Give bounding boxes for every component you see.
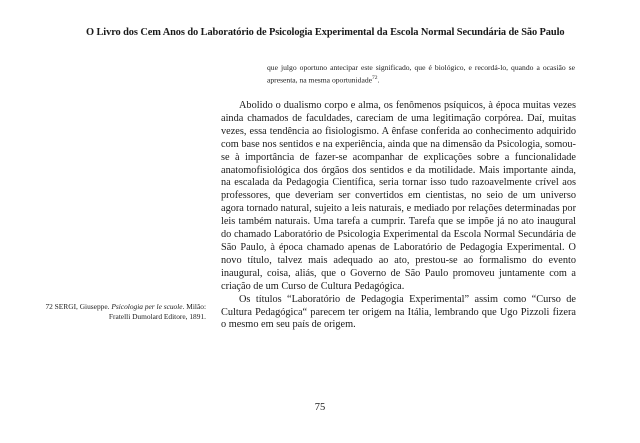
footnote-title: Psicologia per le scuole <box>111 302 183 311</box>
quote-text: que julgo oportuno antecipar este significado, que é biológico, e recordá-lo, quando a ocasião se apresenta, na mesma oportunidade <box>267 63 575 85</box>
paragraph-2: Os títulos “Laboratório de Pedagogia Experimental” assim como “Curso de Cultura Pedagógica“ parecem ter origem na Itália, lembrando que Ugo Pizzoli fizera o mesmo em seu país de origem. <box>221 293 576 331</box>
footnote-reference: 72 <box>372 75 378 81</box>
block-quote <box>267 63 575 86</box>
main-text <box>221 100 576 332</box>
paragraph-1: Abolido o dualismo corpo e alma, os fenômenos psíquicos, à época muitas vezes ainda chamados de faculdades, careciam de uma legitimação corpórea. Daí, muitas vezes, essa tendência ao fisiologismo. A ênfase conferida ao conhecimento adquirido com base nos sentidos e na experiência, ainda que na dimensão da Psicologia, somou-se à importância de fazer-se acompanhar de explicações sobre a funcionalidade anatomofisiológica dos órgãos dos sentidos e da motilidade. Mais importante ainda, na escalada da Pedagogia Científica, seria tornar isso tudo razoavelmente crível aos professores, que deveriam ser convertidos em cientistas, no seio de um universo agora tornado natural, sujeito a leis naturais, e mediado por relações determinadas por leis também naturais. Uma tarefa a cumprir. Tarefa que se impõe já no ato inaugural do chamado Laboratório de Psicologia Experimental da Escola Normal Secundária de São Paulo, à época chamado apenas de Laboratório de Pedagogia Experimental. O novo título, talvez mais adequado ao ato, prestou-se ao formalismo do evento inaugural, coisa, aliás, que o Governo de São Paulo promoveu juntamente com a criação de um Curso de Cultura Pedagógica. <box>221 100 576 292</box>
footnote-author: 72 SERGI, Giuseppe. <box>45 302 110 311</box>
side-footnote <box>38 302 206 321</box>
running-header: O Livro dos Cem Anos do Laboratório de Psicologia Experimental da Escola Normal Secundária de São Paulo <box>86 27 565 38</box>
quote-end: . <box>377 75 380 85</box>
footnote-publisher: . Milão: Fratelli Dumolard Editore, 1891. <box>108 302 206 321</box>
page-number: 75 <box>314 402 326 413</box>
